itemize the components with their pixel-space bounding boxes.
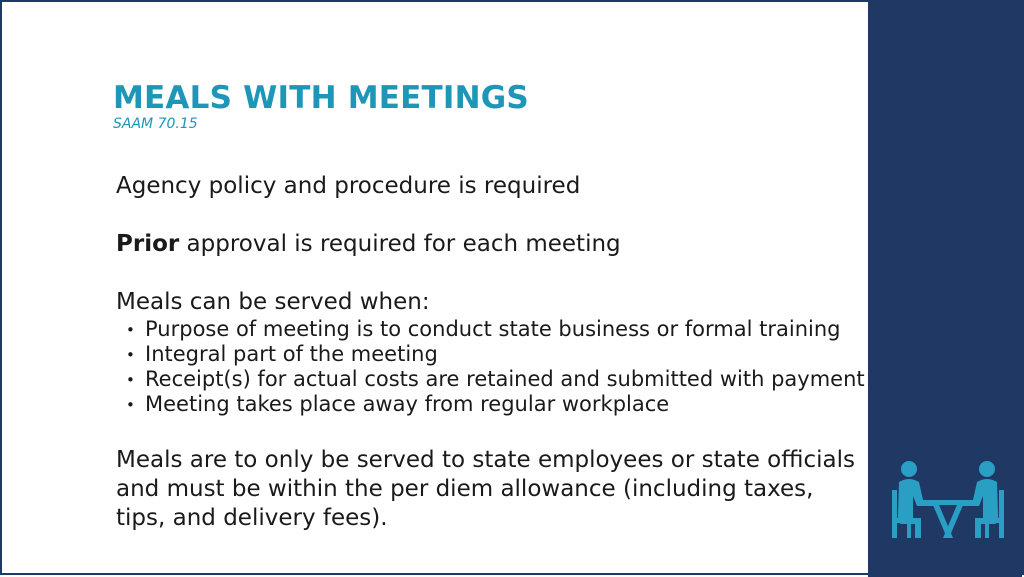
list-item: • Receipt(s) for actual costs are retained and submitted with payment [126, 367, 865, 391]
list-item: • Purpose of meeting is to conduct state business or formal training [126, 317, 841, 341]
bullet-text: Purpose of meeting is to conduct state business or formal training [145, 317, 841, 341]
conditions-list [116, 317, 868, 417]
bullet-text: Receipt(s) for actual costs are retained and submitted with payment [145, 367, 865, 391]
slide-body [116, 172, 868, 533]
bullet-text: Integral part of the meeting [145, 342, 438, 366]
closing-paragraph: Meals are to only be served to state employees or state officials and must be within the per diem allowance (including taxes, tips, and delivery fees). [116, 447, 855, 531]
slide-subtitle: SAAM 70.15 [113, 116, 198, 132]
approval-rest: approval is required for each meeting [179, 231, 621, 257]
approval-line [116, 230, 868, 259]
meals-served-heading: Meals can be served when: [116, 289, 430, 315]
list-item: • Integral part of the meeting [126, 342, 438, 366]
approval-bold: Prior [116, 231, 180, 257]
bullet-text: Meeting takes place away from regular workplace [145, 392, 670, 416]
slide-title: MEALS WITH MEETINGS [113, 80, 529, 116]
policy-line: Agency policy and procedure is required [116, 173, 581, 199]
list-item: • Meeting takes place away from regular workplace [126, 392, 670, 416]
meeting-people-table-icon [889, 460, 1007, 540]
